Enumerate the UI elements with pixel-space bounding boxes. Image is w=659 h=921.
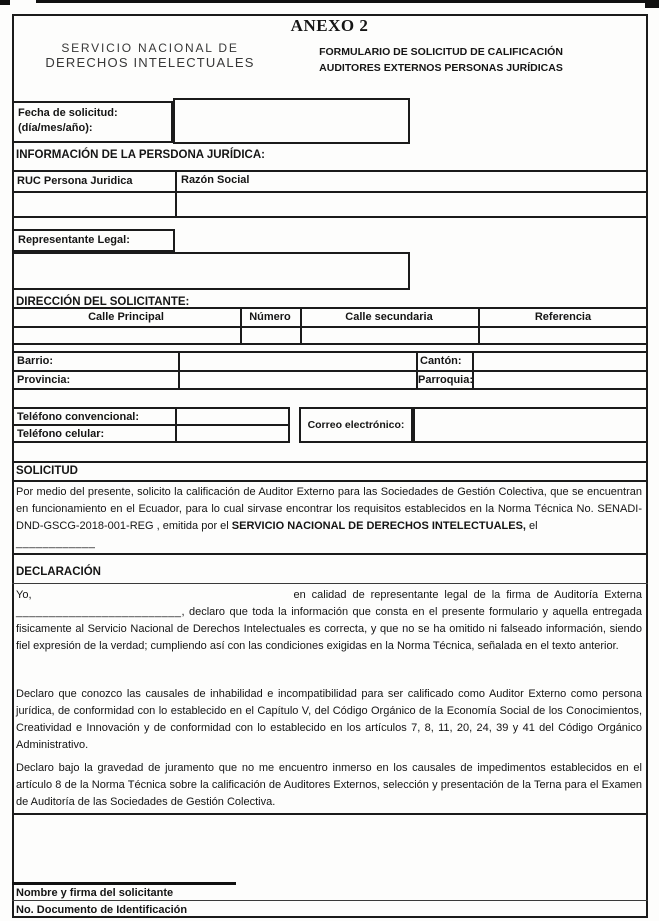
solicitud-date-blank[interactable]: ____________	[16, 537, 96, 549]
page-title: ANEXO 2	[290, 16, 369, 35]
form-title	[295, 44, 587, 76]
declaracion-p1-rest: , declaro que toda la información que consta en el presente formulario y aquella entregada fisicamente al Servicio Nacional de Derechos Intelectuales es correcta, y que no se ha omitido ni falseado información, siendo fiel expresión de la verdad; cumpliendo así con las condiciones exigidas en la Norma Técnica, señalada en el texto anterior.	[16, 606, 642, 652]
provincia-label: Provincia:	[17, 374, 71, 386]
fecha-label-line2: (día/mes/año):	[18, 122, 93, 134]
scan-artifact-top-left	[0, 0, 10, 5]
firma-documento-label: No. Documento de Identificación	[16, 904, 188, 916]
parroquia-label: Parroquia:	[418, 374, 474, 386]
representante-label-box	[12, 229, 175, 252]
firma-nombre-label: Nombre y firma del solicitante	[16, 887, 174, 899]
solicitud-text-1: Por medio del presente, solicito la calificación de Auditor Externo para las Sociedades de Gestión Colectiva, que se encuentran en funcionamiento en el Ecuador, para lo cual sirvase encontrar los requisitos establecidos en la Norma Técnica No. SENADI-DND-GSCG-2018-001-REG , emitida por el	[16, 486, 642, 532]
correo-label-box	[299, 407, 413, 443]
correo-input[interactable]	[413, 407, 648, 443]
razon-social-input[interactable]	[178, 193, 646, 216]
calle-principal-input[interactable]	[14, 328, 238, 343]
signature-line[interactable]	[12, 882, 236, 885]
correo-label: Correo electrónico:	[307, 418, 405, 431]
declaracion-paragraph-1	[16, 587, 642, 655]
barrio-label: Barrio:	[17, 355, 54, 367]
solicitud-title-divider	[12, 480, 648, 482]
telefono-convencional-label: Teléfono convencional:	[17, 411, 140, 423]
declaracion-paragraph-3: Declaro bajo la gravedad de juramento que no me encuentro inmerso en los causales de impedimentos establecidos en el artículo 8 de la Norma Técnica sobre la calificación de Auditores Externos, selección y presentación de la Terna para el Examen de Auditoría de las Sociedades de Gestión Colectiva.	[16, 762, 642, 808]
numero-input[interactable]	[242, 328, 298, 343]
header-numero: Número	[249, 311, 291, 323]
declaracion-paragraph-2: Declaro que conozco las causales de inhabilidad e incompatibilidad para ser calificado como Auditor Externo como persona jurídica, de conformidad con lo establecido en el Capítulo V, del Código Orgánico de la Economía Social de los Conocimientos, Creatividad e Innovación y de conformidad con lo establecido en los artículos 7, 8, 11, 20, 24, 39 y 41 del Código Orgánico Administrativo.	[16, 688, 642, 751]
header-referencia: Referencia	[534, 311, 592, 323]
form-title-line2: AUDITORES EXTERNOS PERSONAS JURÍDICAS	[319, 62, 563, 74]
canton-input[interactable]	[474, 353, 646, 368]
provincia-input[interactable]	[180, 372, 414, 387]
referencia-input[interactable]	[480, 328, 646, 343]
scan-artifact-top-line	[36, 0, 646, 3]
calle-secundaria-input[interactable]	[302, 328, 476, 343]
logo-line1: SERVICIO NACIONAL DE	[61, 41, 239, 55]
ruc-table-vline	[175, 170, 177, 218]
telefono-convencional-input[interactable]	[177, 409, 288, 422]
telefono-celular-label: Teléfono celular:	[17, 428, 105, 440]
solicitud-paragraph	[16, 484, 642, 552]
section-title-direccion: DIRECCIÓN DEL SOLICITANTE:	[16, 296, 190, 308]
logo-line2: DERECHOS INTELECTUALES	[45, 55, 255, 70]
declaracion-yo: Yo,	[16, 589, 32, 601]
section-title-informacion: INFORMACIÓN DE LA PERSDONA JURÍDICA:	[16, 149, 265, 161]
header-calle-secundaria: Calle secundaria	[345, 311, 433, 323]
section-title-solicitud: SOLICITUD	[16, 465, 78, 477]
section-title-declaracion: DECLARACIÓN	[16, 566, 101, 578]
solicitud-top-line	[12, 461, 648, 463]
ruc-label: RUC Persona Juridica	[17, 175, 133, 187]
declaracion-title-divider	[12, 583, 648, 584]
declaracion-externa: Externa	[604, 589, 642, 601]
solicitud-bottom-line	[12, 553, 648, 555]
representante-input[interactable]	[12, 252, 410, 290]
fecha-label-line1: Fecha de solicitud:	[18, 107, 118, 119]
scan-artifact-top-right	[645, 0, 659, 8]
razon-social-label: Razón Social	[181, 174, 250, 186]
representante-label: Representante Legal:	[18, 234, 130, 246]
declaracion-firma-blank[interactable]: _________________________	[16, 606, 182, 618]
firma-divider	[12, 900, 648, 901]
telefono-celular-input[interactable]	[177, 426, 288, 439]
declaracion-p1-right: en calidad de representante legal de la firma de Auditoría	[293, 589, 599, 601]
form-title-line1: FORMULARIO DE SOLICITUD DE CALIFICACIÓN	[319, 46, 563, 58]
solicitud-text-bold: SERVICIO NACIONAL DE DERECHOS INTELECTUALES,	[231, 520, 526, 532]
declaracion-bottom-line	[12, 813, 648, 815]
senadi-logo	[36, 41, 264, 70]
ruc-input[interactable]	[14, 193, 173, 216]
header-calle-principal: Calle Principal	[88, 311, 164, 323]
barrio-input[interactable]	[180, 353, 414, 368]
solicitud-text-2: el	[525, 520, 538, 532]
canton-label: Cantón:	[420, 355, 462, 367]
fecha-input[interactable]	[173, 98, 410, 144]
parroquia-input[interactable]	[474, 372, 646, 387]
fecha-label-box	[12, 101, 173, 143]
